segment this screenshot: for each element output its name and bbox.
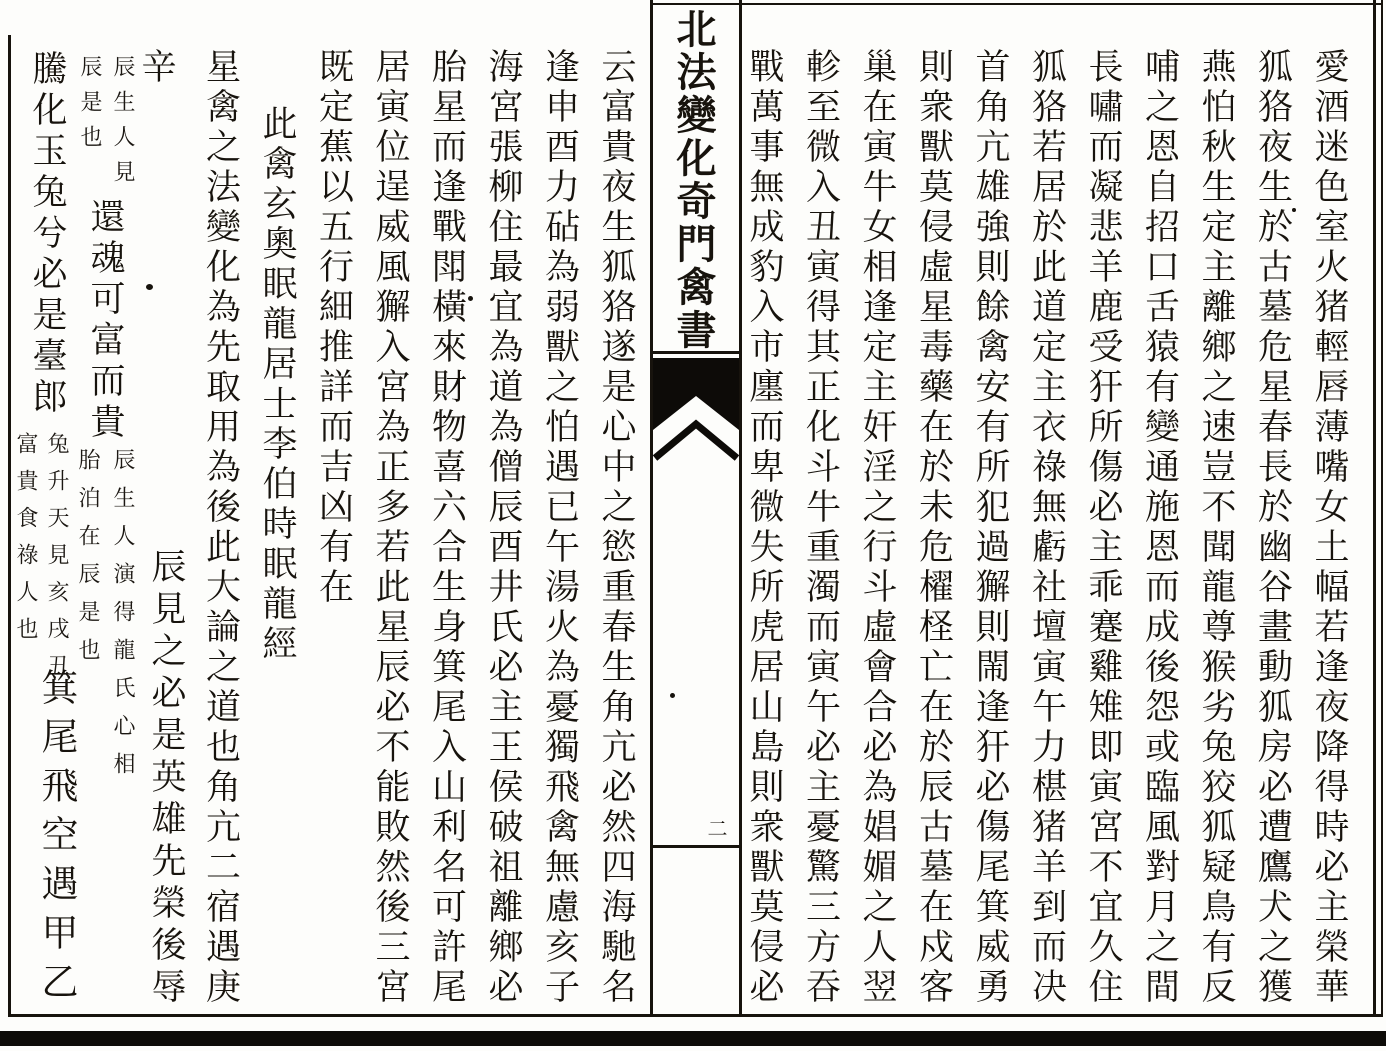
book-title: 北法變化奇門禽書 bbox=[671, 8, 716, 352]
text-column: 狐狢夜生於古墓危星春長於幽谷畫動狐房必遭鷹犬之獲 bbox=[1253, 48, 1293, 1008]
text-column-jiwei: 箕尾飛空遇甲乙 bbox=[35, 668, 76, 1011]
text-column: 此禽玄奧眠龍居士李伯時眠龍經 bbox=[258, 105, 297, 665]
text-column: 巢在寅牛女相逢定主奸淫之行斗虛會合必為娼媚之人翌 bbox=[858, 48, 897, 1008]
annotation-column: 胎泊在辰是也 bbox=[76, 448, 101, 676]
text-column: 胎星而逢戰閗橫來財物喜六合生身箕尾入山利名可許尾 bbox=[427, 48, 467, 1008]
border-line bbox=[8, 35, 11, 1016]
fishtail-mark-icon bbox=[653, 358, 739, 462]
bottom-ink-band bbox=[0, 1031, 1386, 1046]
border-line bbox=[650, 3, 1383, 5]
ink-speck bbox=[468, 296, 473, 301]
ink-speck bbox=[146, 284, 153, 290]
text-column: 既定蕉以五行細推詳而吉凶有在 bbox=[314, 48, 354, 608]
ink-speck bbox=[1292, 208, 1296, 212]
annotation-column: 辰生人演得龍氏心相 bbox=[111, 448, 136, 790]
page-number: 二 bbox=[704, 818, 726, 838]
text-column: 戰萬事無成豹入市廛而卑微失所虎居山島則衆獸莫侵必 bbox=[745, 48, 784, 1008]
annotation-column: 兔升天見亥戌丑 bbox=[45, 432, 70, 691]
text-column: 軫至微入丑寅得其正化斗牛重濁而寅午必主憂驚三方吞 bbox=[801, 48, 841, 1008]
annotation-column: 富貴食祿人也 bbox=[14, 432, 39, 654]
text-column: 逢申酉力砧為弱獸之怕遇已午湯火為憂獨飛禽無慮亥子 bbox=[540, 48, 580, 1008]
text-column: 首角亢雄強則餘禽安有所犯過獬則閙逢犴必傷尾箕威勇 bbox=[971, 48, 1010, 1008]
text-column-xin: 辛 bbox=[137, 48, 176, 88]
annotation-column: 辰生人見 bbox=[111, 55, 136, 195]
text-column-huanhun: 還魂可富而貴 bbox=[86, 198, 125, 444]
text-column: 愛酒迷色室火猪輕唇薄嘴女土幅若逢夜降得時必主榮華 bbox=[1310, 48, 1349, 1008]
border-line bbox=[739, 0, 742, 1016]
text-column: 海宮張柳住最宜為道為僧辰酉井氏必主王侯破祖離鄉必 bbox=[484, 48, 523, 1008]
center-rule bbox=[650, 845, 742, 848]
text-column: 燕怕秋生定主離鄉之速豈不聞龍尊猴劣兔狡狐疑鳥有反 bbox=[1197, 48, 1236, 1008]
text-column-tenghua: 騰化玉兔兮必是臺郎 bbox=[28, 50, 67, 419]
border-line bbox=[650, 0, 653, 1016]
text-column: 哺之恩自招口舌猿有變通施恩而成後怨或臨風對月之間 bbox=[1140, 48, 1180, 1008]
border-line bbox=[8, 1014, 1383, 1017]
border-line bbox=[1373, 0, 1376, 1016]
text-column: 云富貴夜生狐狢遂是心中之慾重春生角亢必然四海馳名 bbox=[597, 48, 636, 1008]
border-line bbox=[1381, 0, 1383, 1016]
text-column: 狐狢若居於此道定主衣祿無虧社壇寅午力椹猪羊到而决 bbox=[1027, 48, 1067, 1008]
text-column: 長嘯而凝悲羊鹿受犴所傷必主乖蹇雞雉即寅宮不宜久住 bbox=[1084, 48, 1123, 1008]
text-column: 星禽之法變化為先取用為後此大論之道也角亢二宿遇庚 bbox=[201, 48, 241, 1008]
text-column: 居寅位逞威風獬入宮為正多若此星辰必不能敗然後三宮 bbox=[371, 48, 410, 1008]
annotation-column: 辰是也 bbox=[78, 55, 103, 160]
ink-speck bbox=[670, 693, 675, 698]
text-column-chenjian: 辰見之必是英雄先榮後辱 bbox=[147, 548, 186, 1010]
text-column: 則衆獸莫侵虛星毒藥在於未危櫂柽亡在於辰古墓在戍客 bbox=[914, 48, 954, 1008]
